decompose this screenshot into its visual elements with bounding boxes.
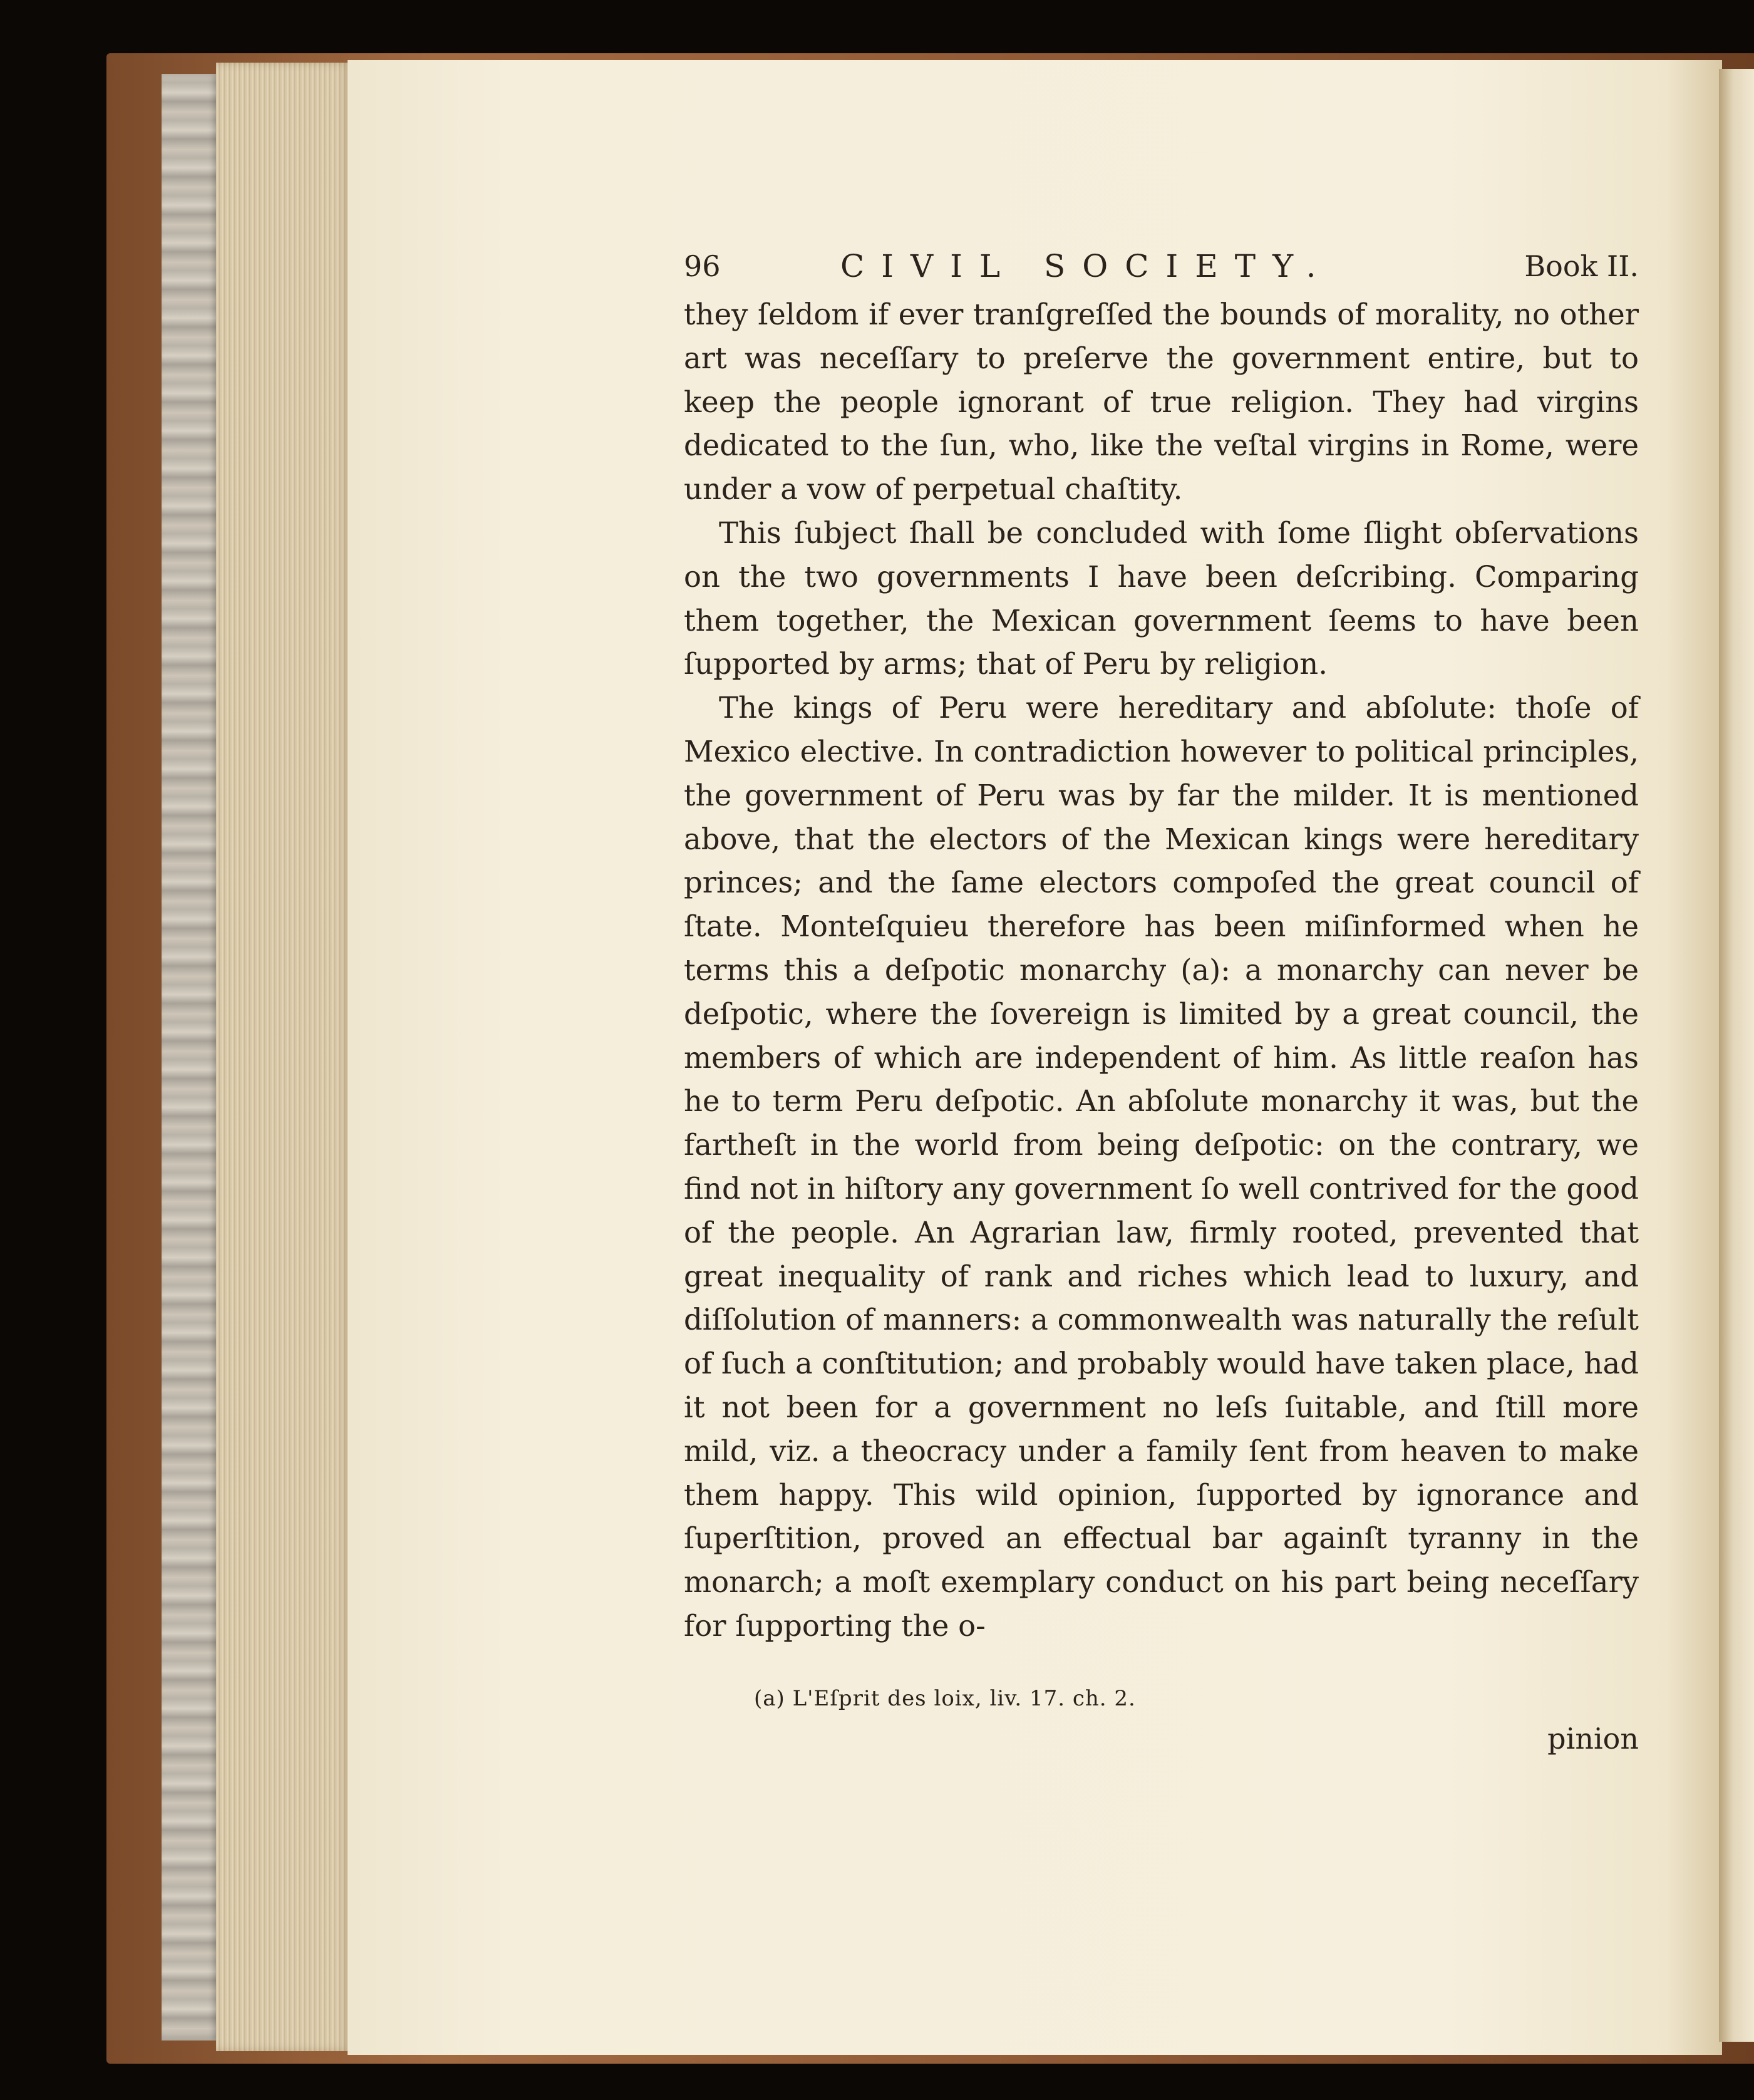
text-block — [684, 244, 1639, 1757]
book-label: Book II. — [1524, 249, 1639, 283]
catchword: pinion — [1547, 1721, 1639, 1756]
page-edges — [216, 63, 351, 2051]
page-number: 96 — [684, 249, 721, 283]
paragraph-3: The kings of Peru were hereditary and abſolute: thoſe of Mexico elective. In contradiction however to political principles, the government of Peru was by far the milder. It is mentioned above, that the electors of the Mexican kings were hereditary princes; and the ſame electors compoſed the great council of ſtate. Monteſquieu therefore has been miſinformed when he terms this a deſpotic monarchy (a): a monarchy can never be deſpotic, where the ſovereign is limited by a great council, the members of which are independent of him. As little reaſon has he to term Peru deſpotic. An abſolute monarchy it was, but the fartheſt in the world from being deſpotic: on the contrary, we find not in hiſtory any government ſo well contrived for the good of the people. An Agrarian law, firmly rooted, prevented that great inequality of rank and riches which lead to luxury, and diſſolution of manners: a commonwealth was naturally the reſult of ſuch a conſtitution; and probably would have taken place, had it not been for a government no leſs ſuitable, and ſtill more mild, viz. a theocracy under a family ſent from heaven to make them happy. This wild opinion, ſupported by ignorance and ſuperſtition, proved an effectual bar againſt tyranny in the monarch; a moſt exemplary conduct on his part being neceſſary for ſupporting the o- — [684, 691, 1639, 1643]
footnote: (a) L'Eſprit des loix, liv. 17. ch. 2. — [754, 1685, 1136, 1711]
running-header — [684, 244, 1639, 288]
running-title: CIVIL SOCIETY. — [840, 248, 1333, 284]
paragraph-1: they ſeldom if ever tranſgreſſed the bounds of morality, no other art was neceſſary to preſerve the government entire, but to keep the people ignorant of true religion. They had virgins dedicated to the ſun, who, like the veſtal virgins in Rome, were under a vow of perpetual chaſtity. — [684, 297, 1639, 507]
paragraph-2: This ſubject ſhall be concluded with ſome ſlight obſervations on the two governments I have been deſcribing. Comparing them together, the Mexican government ſeems to have been ſupported by arms; that of Peru by religion. — [684, 515, 1639, 681]
facing-page-edge — [1719, 69, 1754, 2042]
marbled-endpaper — [162, 74, 218, 2041]
